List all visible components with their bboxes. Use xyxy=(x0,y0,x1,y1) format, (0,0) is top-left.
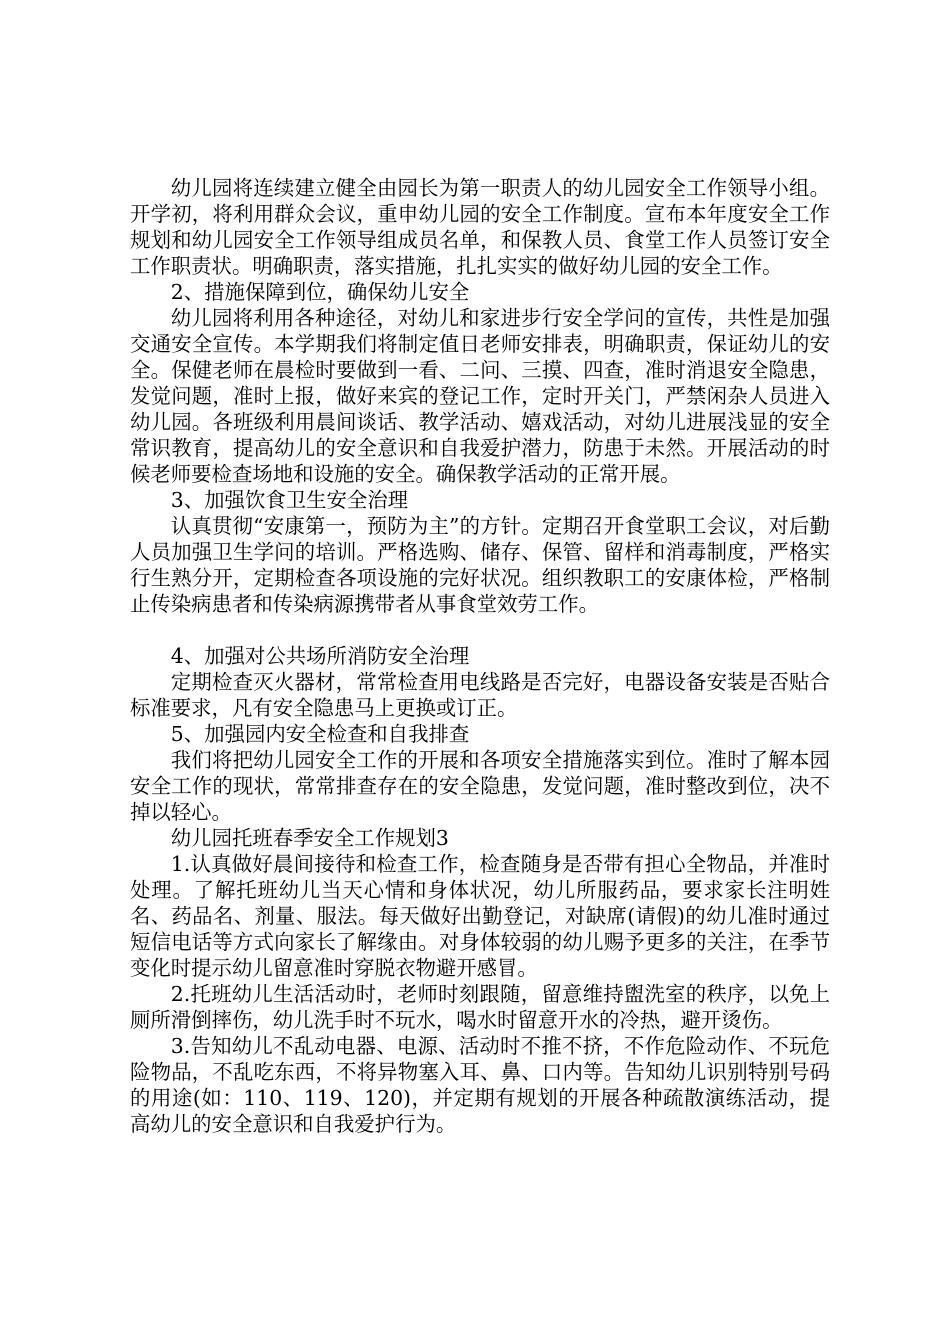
section-title-plan-3: 幼儿园托班春季安全工作规划3 xyxy=(170,826,449,850)
heading-measures: 2、措施保障到位，确保幼儿安全 xyxy=(170,280,470,304)
paragraph-item-2: 2.托班幼儿生活活动时，老师时刻跟随，留意维持盥洗室的秩序，以免上厕所滑倒摔伤，幼儿洗手时不玩水，喝水时留意开水的冷热，避开烫伤。 xyxy=(130,982,830,1032)
paragraph-item-1: 1.认真做好晨间接待和检查工作，检查随身是否带有担心全物品，并准时处理。了解托班幼儿当天心情和身体状况，幼儿所服药品，要求家长注明姓名、药品名、剂量、服法。每天做好出勤登记，对缺席(请假)的幼儿准时通过短信电话等方式向家长了解缘由。对身体较弱的幼儿赐予更多的关注，在季节变化时提示幼儿留意准时穿脱衣物避开感冒。 xyxy=(130,852,830,980)
paragraph-leadership-group: 幼儿园将连续建立健全由园长为第一职责人的幼儿园安全工作领导小组。开学初，将利用群众会议，重申幼儿园的安全工作制度。宣布本年度安全工作规划和幼儿园安全工作领导组成员名单，和保教人员、食堂工作人员签订安全工作职责状。明确职责，落实措施，扎扎实实的做好幼儿园的安全工作。 xyxy=(130,176,830,278)
paragraph-fire-safety: 定期检查灭火器材，常常检查用电线路是否完好，电器设备安装是否贴合标准要求，凡有安全隐患马上更换或订正。 xyxy=(130,670,830,720)
heading-self-inspection: 5、加强园内安全检查和自我排查 xyxy=(170,722,470,746)
heading-food-hygiene: 3、加强饮食卫生安全治理 xyxy=(170,488,409,512)
paragraph-food-hygiene: 认真贯彻“安康第一，预防为主”的方针。定期召开食堂职工会议，对后勤人员加强卫生学问的培训。严格选购、储存、保管、留样和消毒制度，严格实行生熟分开，定期检查各项设施的完好状况。组织教职工的安康体检，严格制止传染病患者和传染病源携带者从事食堂效劳工作。 xyxy=(130,514,830,616)
paragraph-item-3: 3.告知幼儿不乱动电器、电源、活动时不推不挤，不作危险动作、不玩危险物品，不乱吃东西，不将异物塞入耳、鼻、口内等。告知幼儿识别特别号码的用途(如：110、119、120)，并定期有规划的开展各种疏散演练活动，提高幼儿的安全意识和自我爱护行为。 xyxy=(130,1034,830,1136)
document-body xyxy=(130,175,830,1137)
paragraph-safety-publicity: 幼儿园将利用各种途径，对幼儿和家进步行安全学问的宣传，共性是加强交通安全宣传。本学期我们将制定值日老师安排表，明确职责，保证幼儿的安全。保健老师在晨检时要做到一看、二问、三摸、四查，准时消退安全隐患，发觉问题，准时上报，做好来宾的登记工作，定时开关门，严禁闲杂人员进入幼儿园。各班级利用晨间谈话、教学活动、嬉戏活动，对幼儿进展浅显的安全常识教育，提高幼儿的安全意识和自我爱护潜力，防患于未然。开展活动的时候老师要检查场地和设施的安全。确保教学活动的正常开展。 xyxy=(130,306,830,486)
paragraph-self-inspection: 我们将把幼儿园安全工作的开展和各项安全措施落实到位。准时了解本园安全工作的现状，常常排查存在的安全隐患，发觉问题，准时整改到位，决不掉以轻心。 xyxy=(130,748,830,824)
heading-fire-safety: 4、加强对公共场所消防安全治理 xyxy=(170,644,470,668)
